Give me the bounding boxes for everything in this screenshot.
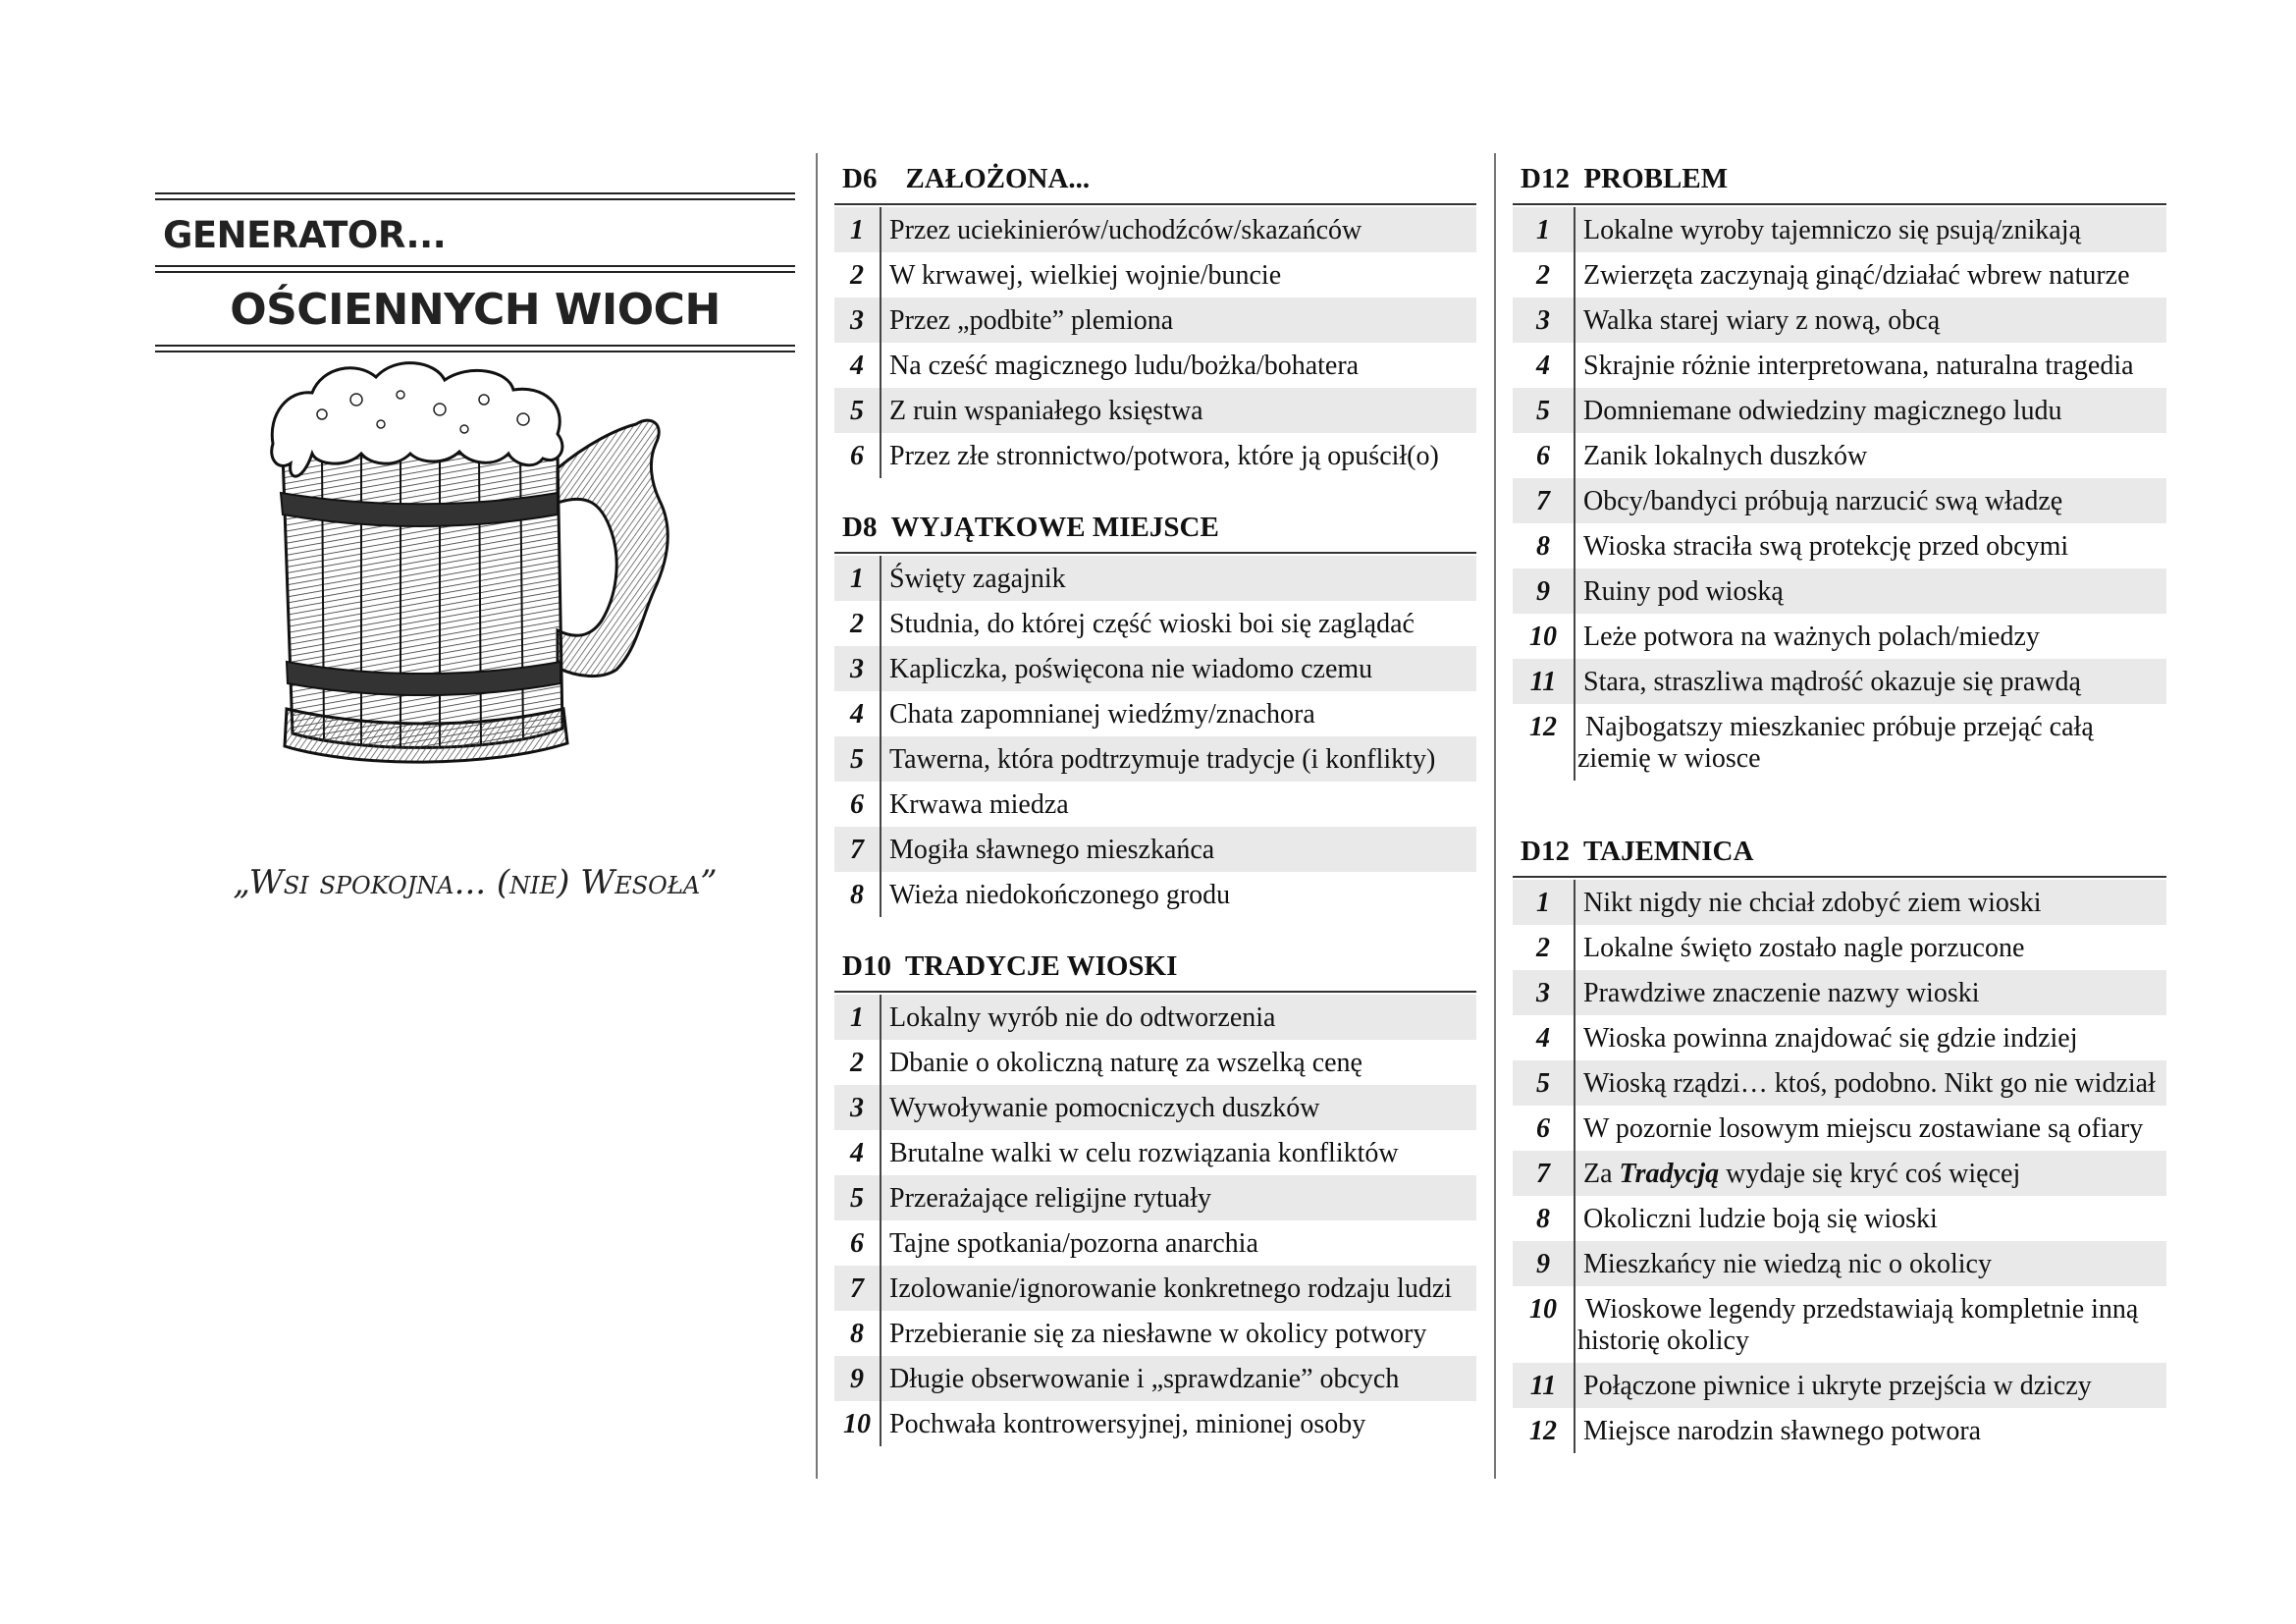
column-divider-2 [1494,153,1496,1479]
row-text-line-2: ziemię w wiosce [1577,743,1761,774]
row-text: Lokalne święto zostało nagle porzucone [1583,933,2025,963]
table-row [1513,568,2166,614]
die-label: D6 [842,163,878,194]
row-text: Wioska powinna znajdować się gdzie indziej [1583,1023,2078,1054]
row-number: 4 [834,1130,881,1175]
row-text: Leże potwora na ważnych polach/miedzy [1583,622,2040,652]
row-number: 2 [834,601,881,646]
table-row [1513,925,2166,970]
table-row [834,691,1476,736]
row-number: 4 [834,691,881,736]
row-number: 7 [1513,1151,1575,1196]
row-text: Wioską rządzi… ktoś, podobno. Nikt go nie widział [1583,1068,2156,1099]
row-number: 7 [1513,478,1575,523]
row-number: 1 [1513,207,1575,252]
row-number: 6 [1513,433,1575,478]
row-text: Przez „podbite” plemiona [889,305,1174,336]
row-number: 1 [1513,880,1575,925]
row-number: 8 [834,872,881,917]
table-header [834,947,1476,993]
row-number: 5 [1513,388,1575,433]
row-text: Zanik lokalnych duszków [1583,441,1868,471]
row-number: 12 [1513,704,1575,781]
row-number: 10 [834,1401,881,1446]
row-text: Lokalne wyroby tajemniczo się psują/znikają [1583,215,2081,245]
table-row [1513,523,2166,568]
row-text: Wieża niedokończonego grodu [889,880,1231,910]
row-number: 2 [834,252,881,298]
table-row [1513,388,2166,433]
table-row [1513,252,2166,298]
row-number: 6 [1513,1106,1575,1151]
row-text: Studnia, do której część wioski boi się zaglądać [889,609,1415,639]
row-text: Przez uciekinierów/uchodźców/skazańców [889,215,1362,245]
row-number: 6 [834,433,881,478]
table-row [1513,704,2166,781]
table-row [834,782,1476,827]
table-row [834,1130,1476,1175]
table-row [1513,1151,2166,1196]
table-row [834,343,1476,388]
row-text [1575,704,2166,781]
row-text: Izolowanie/ignorowanie konkretnego rodzaju ludzi [889,1273,1453,1304]
row-text: Miejsce narodzin sławnego potwora [1583,1416,1982,1446]
table-row [1513,1060,2166,1106]
table-row [1513,1408,2166,1453]
table-header [1513,832,2166,878]
generator-subtitle: OŚCIENNYCH WIOCH [230,285,721,335]
row-text-line-2: historię okolicy [1577,1326,1749,1356]
row-number: 1 [834,556,881,601]
row-number: 4 [1513,1015,1575,1060]
table-row [1513,1241,2166,1286]
row-number: 5 [1513,1060,1575,1106]
row-number: 7 [834,1266,881,1311]
column-divider-1 [816,153,818,1479]
title-rule-middle [155,265,795,273]
row-number: 8 [834,1311,881,1356]
table-row [834,433,1476,478]
tagline-word-2: esoła [614,863,701,902]
row-number: 3 [1513,970,1575,1015]
table-wyjatkowe-miejsce [834,508,1476,917]
table-row [1513,1286,2166,1363]
row-number: 6 [834,782,881,827]
row-text: Połączone piwnice i ukryte przejścia w dziczy [1583,1371,2092,1401]
table-row [834,1220,1476,1266]
tagline [155,863,795,902]
table-row [834,1356,1476,1401]
row-text: Ruiny pod wioską [1583,576,1784,607]
table-row [1513,343,2166,388]
row-text: Skrajnie różnie interpretowana, naturalna tragedia [1583,351,2134,381]
tagline-paren-initial: ) W [557,863,615,902]
tagline-nie: nie [509,863,558,902]
row-number: 3 [1513,298,1575,343]
row-text: W krwawej, wielkiej wojnie/buncie [889,260,1282,291]
table-row [1513,207,2166,252]
table-title: PROBLEM [1583,163,1729,194]
table-row [834,872,1476,917]
table-row [834,1266,1476,1311]
table-row [1513,880,2166,925]
die-label: D10 [842,950,891,982]
tagline-quote-close: ” [700,863,718,902]
row-text: W pozornie losowym miejscu zostawiane są ofiary [1583,1113,2144,1144]
table-title: TRADYCJE WIOSKI [904,950,1178,982]
die-label: D12 [1521,836,1570,867]
row-number: 8 [1513,1196,1575,1241]
table-title: TAJEMNICA [1582,836,1754,867]
table-row [834,252,1476,298]
table-row [1513,659,2166,704]
row-number: 3 [834,1085,881,1130]
table-zalozona [834,159,1476,478]
row-number: 8 [1513,523,1575,568]
table-title: ZAŁOŻONA... [905,163,1091,194]
row-text: Chata zapomnianej wiedźmy/znachora [889,699,1315,730]
row-text: Tawerna, która podtrzymuje tradycje (i konflikty) [889,744,1436,775]
row-text-line-1: Najbogatszy mieszkaniec próbuje przejąć całą [1585,712,2094,742]
title-rule-bottom [155,345,795,352]
row-number: 6 [834,1220,881,1266]
row-text: Długie obserwowanie i „sprawdzanie” obcych [889,1364,1400,1394]
row-text: Prawdziwe znaczenie nazwy wioski [1583,978,1980,1008]
table-row [834,646,1476,691]
table-header [834,159,1476,205]
row-text: Dbanie o okoliczną naturę za wszelką cenę [889,1048,1362,1078]
row-text-line-1: Wioskowe legendy przedstawiają kompletnie inną [1585,1294,2139,1325]
row-text-pre: Za [1583,1159,1620,1189]
row-number: 10 [1513,614,1575,659]
row-number: 5 [834,388,881,433]
row-number: 3 [834,646,881,691]
row-text-emphasis: Tradycją [1619,1159,1720,1189]
title-rule-top [155,192,795,200]
table-row [834,1311,1476,1356]
table-row [834,298,1476,343]
row-text: Obcy/bandyci próbują narzucić swą władzę [1583,486,2063,516]
table-tajemnica [1513,832,2166,1453]
row-text: Z ruin wspaniałego księstwa [889,396,1203,426]
table-tradycje-wioski [834,947,1476,1446]
row-number: 2 [1513,252,1575,298]
table-header [1513,159,2166,205]
row-number: 9 [1513,568,1575,614]
table-row [834,1175,1476,1220]
table-row [834,1040,1476,1085]
row-text: Domniemane odwiedziny magicznego ludu [1583,396,2062,426]
middle-column [834,159,1476,1476]
table-problem [1513,159,2166,781]
row-text [1575,1286,2166,1363]
row-text: Brutalne walki w celu rozwiązania konfliktów [889,1138,1399,1168]
row-number: 3 [834,298,881,343]
row-text: Mogiła sławnego mieszkańca [889,835,1215,865]
row-number: 4 [1513,343,1575,388]
table-header [834,508,1476,554]
tagline-word: si spokojna [283,863,454,902]
row-text [1575,1151,2166,1196]
tagline-quote-open: „ [233,863,249,902]
table-row [1513,433,2166,478]
table-row [1513,1106,2166,1151]
row-text: Przerażające religijne rytuały [889,1183,1212,1214]
row-number: 1 [834,207,881,252]
table-row [834,1401,1476,1446]
row-text: Lokalny wyrób nie do odtworzenia [889,1002,1276,1033]
row-number: 7 [834,827,881,872]
table-row [834,601,1476,646]
table-row [834,736,1476,782]
tagline-ellipsis: ... ( [454,863,510,902]
row-text: Przez złe stronnictwo/potwora, które ją opuścił(o) [889,441,1439,471]
row-text: Wywoływanie pomocniczych duszków [889,1093,1320,1123]
table-row [1513,1196,2166,1241]
die-label: D12 [1521,163,1570,194]
row-number: 11 [1513,1363,1575,1408]
row-text-post: wydaje się kryć coś więcej [1719,1159,2021,1189]
row-number: 12 [1513,1408,1575,1453]
right-column [1513,159,2166,1483]
row-number: 2 [1513,925,1575,970]
row-text: Okoliczni ludzie boją się wioski [1583,1204,1938,1234]
row-number: 11 [1513,659,1575,704]
row-number: 9 [834,1356,881,1401]
row-text: Walka starej wiary z nową, obcą [1583,305,1941,336]
row-text: Święty zagajnik [889,564,1066,594]
row-text: Przebieranie się za niesławne w okolicy potwory [889,1319,1427,1349]
table-row [1513,298,2166,343]
table-row [1513,614,2166,659]
table-row [1513,478,2166,523]
table-row [834,827,1476,872]
row-text: Stara, straszliwa mądrość okazuje się prawdą [1583,667,2081,697]
row-number: 1 [834,995,881,1040]
table-row [834,207,1476,252]
title-panel [155,192,795,902]
table-row [1513,1363,2166,1408]
table-row [1513,1015,2166,1060]
row-number: 2 [834,1040,881,1085]
table-row [1513,970,2166,1015]
row-text: Zwierzęta zaczynają ginąć/działać wbrew naturze [1583,260,2130,291]
row-number: 5 [834,736,881,782]
row-text: Kapliczka, poświęcona nie wiadomo czemu [889,654,1373,684]
table-row [834,388,1476,433]
row-text: Mieszkańcy nie wiedzą nic o okolicy [1583,1249,1992,1279]
row-text: Krwawa miedza [889,789,1069,820]
die-label: D8 [842,512,878,543]
row-text: Na cześć magicznego ludu/bożka/bohatera [889,351,1360,381]
table-row [834,995,1476,1040]
tagline-initial: W [248,863,284,902]
table-row [834,1085,1476,1130]
row-text: Wioska straciła swą protekcję przed obcymi [1583,531,2069,562]
table-row [834,556,1476,601]
row-number: 9 [1513,1241,1575,1286]
beer-mug-illustration [263,355,832,768]
table-title: WYJĄTKOWE MIEJSCE [890,512,1219,543]
row-text: Tajne spotkania/pozorna anarchia [889,1228,1258,1259]
row-number: 5 [834,1175,881,1220]
row-text: Nikt nigdy nie chciał zdobyć ziem wioski [1583,888,2042,918]
row-number: 4 [834,343,881,388]
row-text: Pochwała kontrowersyjnej, minionej osoby [889,1409,1366,1439]
generator-title: GENERATOR... [163,214,447,256]
row-number: 10 [1513,1286,1575,1363]
